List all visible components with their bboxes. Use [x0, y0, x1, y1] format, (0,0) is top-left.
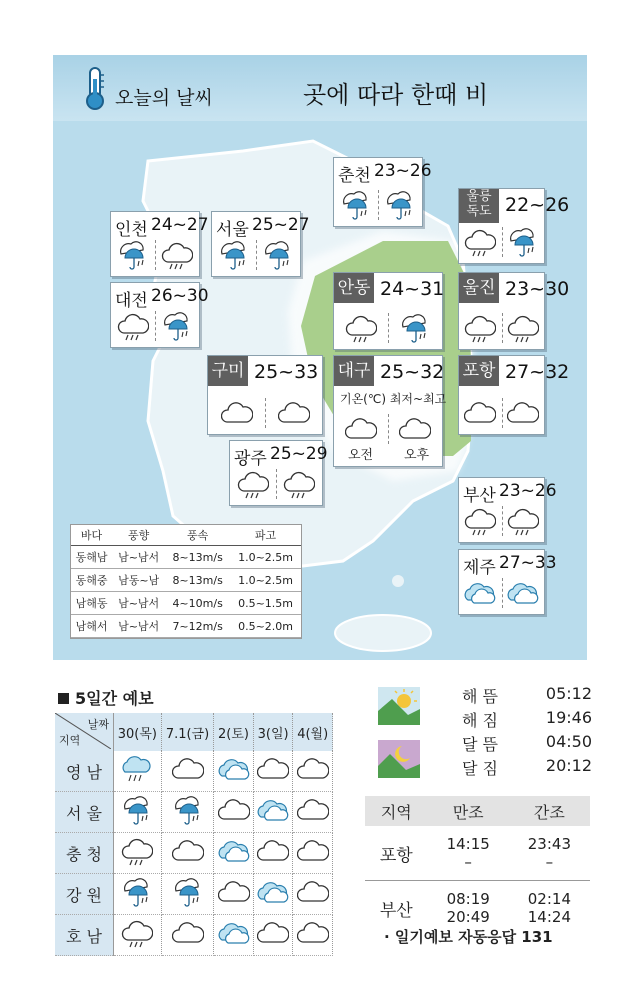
- city-card: [229, 440, 328, 506]
- sun-moon-time: 20:12: [545, 756, 592, 775]
- cloud-icon: [297, 795, 329, 829]
- city-card: [110, 211, 209, 277]
- forecast-cell: [214, 751, 254, 792]
- sea-cell: 남~남서: [112, 592, 165, 615]
- cloud-rain-icon: [464, 227, 496, 261]
- city-name: 서울: [216, 220, 249, 240]
- city-temp: 22~26: [505, 194, 570, 216]
- forecast-day-header: 7.1(금): [161, 713, 213, 751]
- tide-header-low: 간조: [509, 796, 590, 826]
- city-name: 대전: [115, 291, 148, 311]
- forecast-day-header: 2(토): [214, 713, 254, 751]
- cloud-rain-icon: [237, 469, 269, 503]
- tide-time: 20:49: [446, 908, 490, 926]
- sun-moon-label: 달 뜸: [462, 735, 498, 754]
- sea-cell: 동해중: [71, 569, 112, 592]
- cloud-icon: [257, 918, 289, 952]
- rain-umbrella-icon: [218, 240, 250, 274]
- forecast-cell: [214, 874, 254, 915]
- forecast-corner-cell: [55, 713, 114, 751]
- forecast-cell: [253, 915, 293, 956]
- tide-time: –: [464, 853, 472, 871]
- cloud-rain-icon: [121, 836, 153, 870]
- sea-cell: 1.0~2.5m: [230, 546, 301, 569]
- sea-cell: 0.5~2.0m: [230, 615, 301, 638]
- sun-moon-time: 19:46: [545, 708, 592, 727]
- am-pm-divider: [502, 227, 503, 257]
- cloud-icon: [297, 754, 329, 788]
- tide-time: 23:43: [527, 835, 571, 853]
- cloud-icon: [297, 877, 329, 911]
- city-name: 인천: [115, 220, 148, 240]
- forecast-title-text: 5일간 예보: [75, 689, 154, 708]
- forecast-cell: [161, 751, 213, 792]
- sea-header-wind-dir: 풍향: [112, 525, 165, 546]
- title-bullet: [58, 693, 69, 704]
- forecast-region: 서 울: [55, 792, 114, 833]
- cloud-rain-icon: [283, 469, 315, 503]
- rain-umbrella-icon: [340, 190, 372, 224]
- cloud-icon: [297, 836, 329, 870]
- sun-moon-label: 달 짐: [462, 759, 498, 778]
- cloud-rain-icon: [507, 313, 539, 347]
- rain-umbrella-icon: [507, 227, 539, 261]
- forecast-region: 영 남: [55, 751, 114, 792]
- cloud-rain-icon: [464, 313, 496, 347]
- cloud-icon: [218, 877, 250, 911]
- sun-moon-row: [462, 684, 592, 708]
- city-name: 춘천: [338, 166, 371, 186]
- legend-am-label: 오전: [348, 448, 374, 463]
- am-pm-divider: [155, 311, 156, 341]
- forecast-cell: [253, 792, 293, 833]
- sea-header-wave: 파고: [230, 525, 301, 546]
- city-name-tag: 대구: [334, 356, 374, 386]
- city-temp: 27~32: [505, 361, 570, 383]
- partly-cloudy-icon: [218, 754, 250, 788]
- sea-header-wind-speed: 풍속: [165, 525, 230, 546]
- forecast-day-header: 30(목): [114, 713, 162, 751]
- am-pm-divider: [502, 398, 503, 428]
- city-temp: 25~33: [254, 361, 319, 383]
- city-card: [458, 188, 570, 264]
- city-card: [211, 211, 310, 277]
- sea-cell: 4~10m/s: [165, 592, 230, 615]
- tide-low-times: [509, 826, 590, 881]
- am-pm-divider: [388, 313, 389, 343]
- rain-umbrella-icon: [399, 313, 431, 347]
- forecast-region: 강 원: [55, 874, 114, 915]
- sunrise-icon: [378, 687, 420, 725]
- am-pm-divider: [388, 414, 389, 444]
- rain-umbrella-icon: [161, 311, 193, 345]
- cloud-icon: [345, 414, 377, 448]
- city-card: [333, 272, 443, 350]
- city-name-tag: 울릉 독도: [459, 189, 499, 223]
- legend-pm-label: 오후: [404, 448, 430, 463]
- forecast-title: [58, 686, 154, 709]
- city-temp: 25~27: [252, 215, 310, 235]
- city-card: [458, 355, 570, 435]
- forecast-row: [55, 751, 333, 792]
- city-temp: 24~31: [380, 278, 445, 300]
- cloud-icon: [172, 754, 204, 788]
- forecast-cell: [114, 751, 162, 792]
- partly-cloudy-icon: [218, 836, 250, 870]
- forecast-region: 호 남: [55, 915, 114, 956]
- forecast-cell: [293, 874, 333, 915]
- city-temp: 23~26: [374, 161, 432, 181]
- partly-cloudy-icon: [218, 918, 250, 952]
- city-temp: 26~30: [151, 286, 209, 306]
- sun-moon-time: 04:50: [545, 732, 592, 751]
- cloud-rain-icon: [161, 240, 193, 274]
- rain-umbrella-icon: [172, 877, 204, 911]
- forecast-cell: [293, 833, 333, 874]
- sea-cell: 남해서: [71, 615, 112, 638]
- am-pm-divider: [256, 240, 257, 270]
- corner-region-label: 지역: [59, 734, 81, 747]
- rain-umbrella-icon: [384, 190, 416, 224]
- sun-moon-row: [462, 732, 592, 756]
- tide-header-region: 지역: [365, 796, 428, 826]
- forecast-row: [55, 792, 333, 833]
- city-card: [110, 282, 209, 348]
- cloud-rain-icon: [464, 506, 496, 540]
- am-pm-divider: [502, 506, 503, 536]
- forecast-day-header: 4(월): [293, 713, 333, 751]
- city-name: 광주: [234, 449, 267, 469]
- city-name-tag: 울진: [459, 273, 499, 303]
- moonrise-icon: [378, 740, 420, 778]
- sea-cell: 8~13m/s: [165, 569, 230, 592]
- rain-umbrella-icon: [117, 240, 149, 274]
- forecast-cell: [253, 833, 293, 874]
- city-temp: 24~27: [151, 215, 209, 235]
- cloud-icon: [399, 414, 431, 448]
- city-name-tag: 포항: [459, 356, 499, 386]
- cloud-icon: [221, 398, 253, 432]
- partly-cloudy-icon: [257, 877, 289, 911]
- cloud-icon: [172, 836, 204, 870]
- tide-time: 02:14: [527, 890, 571, 908]
- cloud-rain-icon: [507, 506, 539, 540]
- am-pm-divider: [265, 398, 266, 428]
- forecast-cell: [214, 915, 254, 956]
- sun-moon-label: 해 짐: [462, 711, 498, 730]
- cloud-icon: [257, 836, 289, 870]
- city-name: 제주: [463, 558, 496, 578]
- forecast-row: [55, 833, 333, 874]
- header-left-title: 오늘의 날씨: [115, 87, 213, 109]
- city-card: [458, 477, 557, 543]
- cloud-icon: [257, 754, 289, 788]
- sun-moon-times: [462, 684, 592, 780]
- sea-cell: 남동~남: [112, 569, 165, 592]
- legend-temp-label: 기온(℃) 최저~최고: [340, 392, 447, 406]
- forecast-cell: [161, 874, 213, 915]
- city-card: [207, 355, 323, 435]
- sun-moon-row: [462, 756, 592, 780]
- partly-rain-icon: [121, 754, 153, 788]
- cloud-icon: [464, 398, 496, 432]
- forecast-cell: [161, 915, 213, 956]
- city-temp: 25~32: [380, 361, 445, 383]
- sun-moon-time: 05:12: [545, 684, 592, 703]
- footer-service-line: · 일기예보 자동응답 131: [384, 928, 553, 946]
- cloud-icon: [278, 398, 310, 432]
- sea-cell: 남~남서: [112, 546, 165, 569]
- sea-cell: 1.0~2.5m: [230, 569, 301, 592]
- forecast-cell: [253, 874, 293, 915]
- forecast-cell: [161, 833, 213, 874]
- five-day-forecast-table: [55, 713, 333, 956]
- tide-table: [365, 796, 590, 935]
- cloud-icon: [507, 398, 539, 432]
- forecast-cell: [114, 833, 162, 874]
- sun-moon-row: [462, 708, 592, 732]
- forecast-row: [55, 874, 333, 915]
- partly-cloudy-icon: [257, 795, 289, 829]
- forecast-cell: [293, 792, 333, 833]
- city-card: [333, 355, 447, 467]
- city-name: 부산: [463, 486, 496, 506]
- city-name-tag: 구미: [208, 356, 248, 386]
- sea-cell: 8~13m/s: [165, 546, 230, 569]
- tide-header-high: 만조: [428, 796, 509, 826]
- forecast-cell: [214, 792, 254, 833]
- am-pm-divider: [502, 578, 503, 608]
- city-name-tag: 안동: [334, 273, 374, 303]
- am-pm-divider: [502, 313, 503, 343]
- cloud-rain-icon: [117, 311, 149, 345]
- forecast-cell: [114, 915, 162, 956]
- am-pm-divider: [276, 469, 277, 499]
- forecast-cell: [293, 915, 333, 956]
- sea-cell: 7~12m/s: [165, 615, 230, 638]
- city-card: [458, 272, 570, 350]
- sun-moon-label: 해 뜸: [462, 687, 498, 706]
- am-pm-divider: [155, 240, 156, 270]
- city-card: [333, 157, 432, 227]
- tide-region: 부산: [379, 900, 413, 921]
- cloud-rain-icon: [345, 313, 377, 347]
- rain-umbrella-icon: [121, 877, 153, 911]
- city-card: [458, 549, 557, 615]
- rain-umbrella-icon: [262, 240, 294, 274]
- cloud-icon: [297, 918, 329, 952]
- forecast-day-header: 3(일): [253, 713, 293, 751]
- rain-umbrella-icon: [172, 795, 204, 829]
- sea-cell: 0.5~1.5m: [230, 592, 301, 615]
- forecast-region: 충 청: [55, 833, 114, 874]
- sea-cell: 동해남: [71, 546, 112, 569]
- sea-header-area: 바다: [71, 525, 112, 546]
- forecast-cell: [293, 751, 333, 792]
- cloud-icon: [172, 918, 204, 952]
- forecast-row: [55, 915, 333, 956]
- forecast-cell: [114, 792, 162, 833]
- city-temp: 23~30: [505, 278, 570, 300]
- city-temp: 25~29: [270, 444, 328, 464]
- cloud-icon: [218, 795, 250, 829]
- tide-time: 08:19: [446, 890, 490, 908]
- city-temp: 27~33: [499, 553, 557, 573]
- sea-cell: 남해동: [71, 592, 112, 615]
- forecast-cell: [214, 833, 254, 874]
- tide-time: 14:15: [446, 835, 490, 853]
- corner-date-label: 날짜: [87, 718, 109, 731]
- tide-region: 포항: [379, 845, 413, 866]
- rain-umbrella-icon: [121, 795, 153, 829]
- forecast-cell: [253, 751, 293, 792]
- forecast-cell: [161, 792, 213, 833]
- partly-cloudy-icon: [464, 578, 496, 612]
- tide-time: –: [545, 853, 554, 871]
- forecast-cell: [114, 874, 162, 915]
- am-pm-divider: [378, 190, 379, 220]
- header-main-title: 곳에 따라 한때 비: [303, 81, 489, 109]
- tide-time: 14:24: [527, 908, 571, 926]
- cloud-rain-icon: [121, 918, 153, 952]
- city-temp: 23~26: [499, 481, 557, 501]
- tide-high-times: [428, 826, 509, 881]
- sea-cell: 남~남서: [112, 615, 165, 638]
- partly-cloudy-icon: [507, 578, 539, 612]
